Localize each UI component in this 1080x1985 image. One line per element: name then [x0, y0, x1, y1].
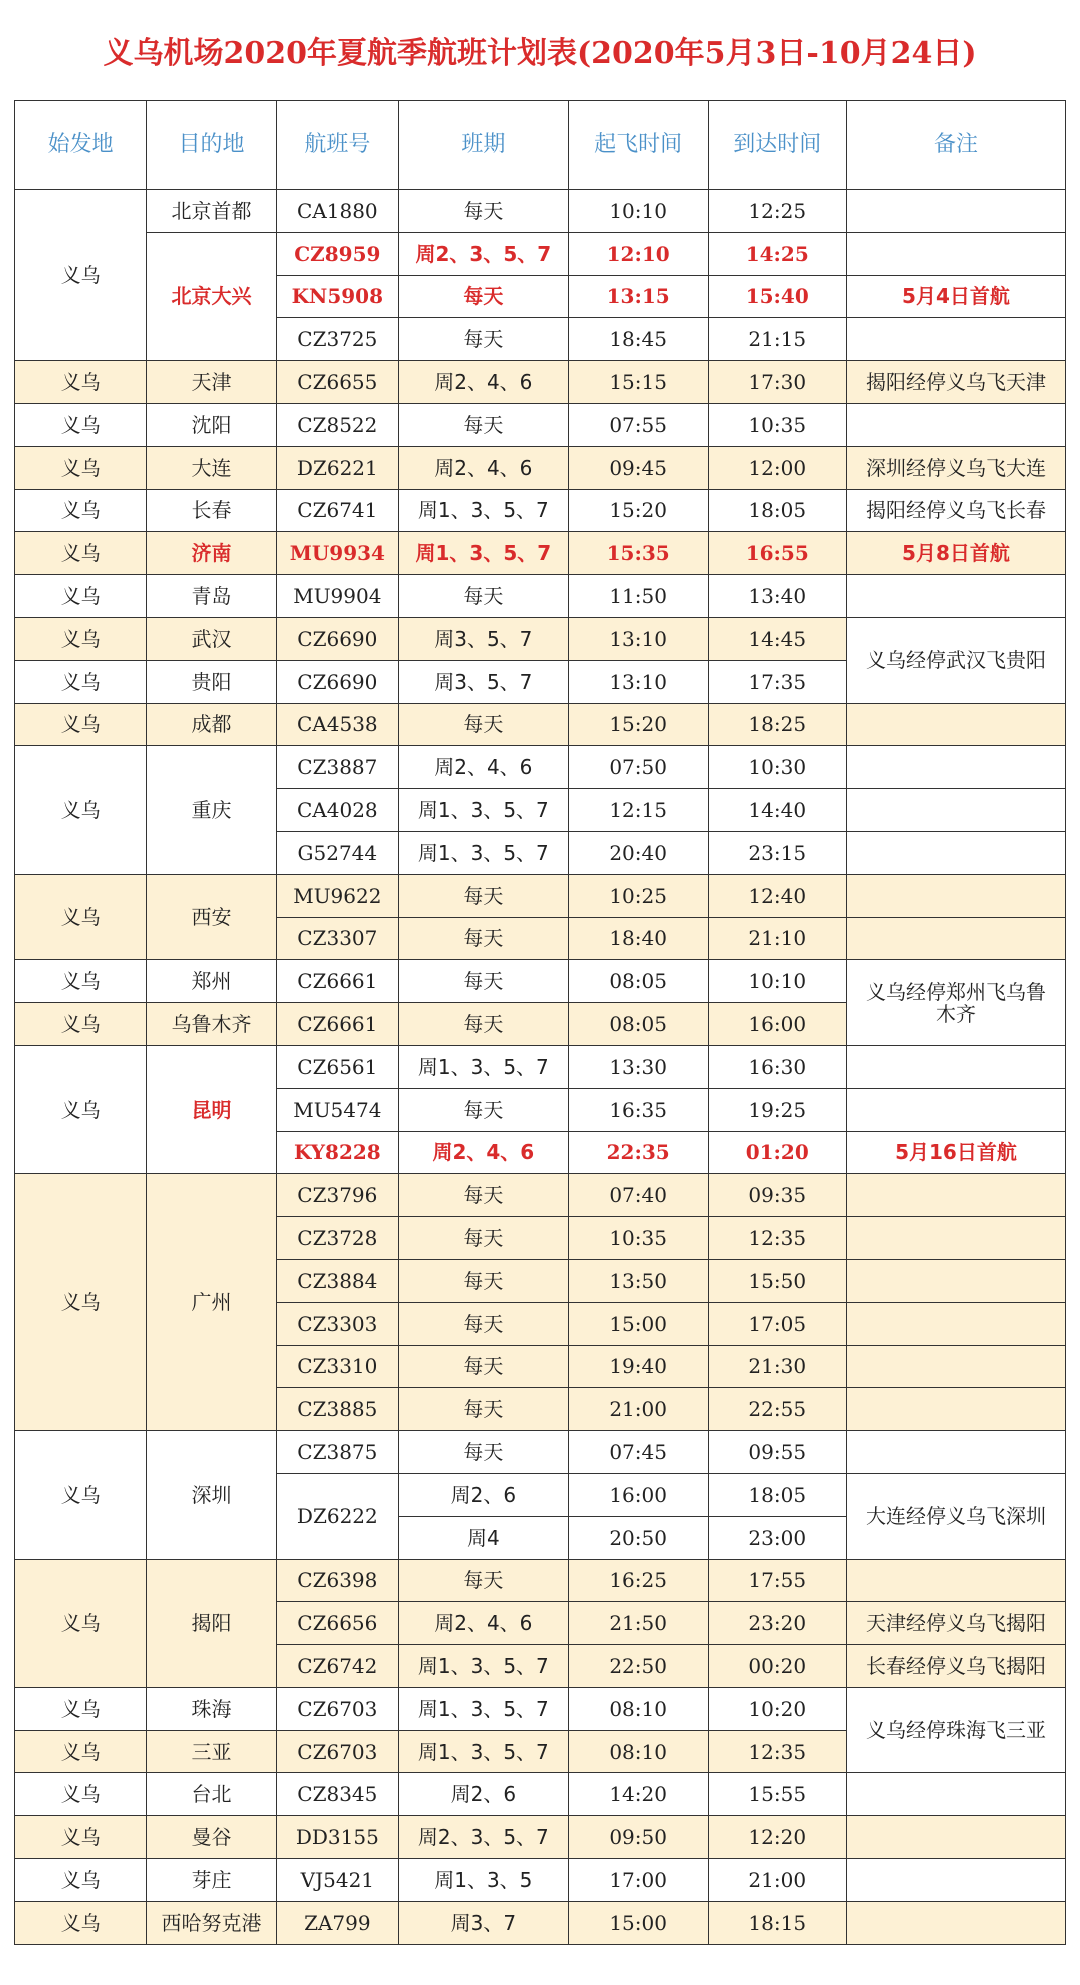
flight-cell: CZ6741 — [276, 489, 398, 532]
schedule-cell: 周2、4、6 — [398, 446, 568, 489]
schedule-cell: 周2、6 — [398, 1473, 568, 1516]
arrival-cell: 23:15 — [708, 831, 846, 874]
remark-cell — [846, 746, 1065, 789]
arrival-cell: 10:20 — [708, 1687, 846, 1730]
table-row — [15, 874, 1066, 917]
schedule-cell: 每天 — [398, 575, 568, 618]
arrival-cell: 23:20 — [708, 1602, 846, 1645]
departure-cell: 13:15 — [568, 275, 708, 318]
departure-cell: 07:40 — [568, 1174, 708, 1217]
table-row — [15, 575, 1066, 618]
departure-cell: 12:10 — [568, 232, 708, 275]
departure-cell: 20:40 — [568, 831, 708, 874]
flight-cell: CZ8345 — [276, 1773, 398, 1816]
header-arrival: 到达时间 — [708, 101, 846, 190]
flight-cell: CZ6661 — [276, 960, 398, 1003]
departure-cell: 11:50 — [568, 575, 708, 618]
schedule-cell: 每天 — [398, 403, 568, 446]
arrival-cell: 16:55 — [708, 532, 846, 575]
flight-cell: CZ3303 — [276, 1302, 398, 1345]
destination-cell: 北京首都 — [147, 190, 277, 233]
departure-cell: 21:00 — [568, 1388, 708, 1431]
departure-cell: 22:50 — [568, 1645, 708, 1688]
remark-cell — [846, 1345, 1065, 1388]
remark-cell — [846, 1431, 1065, 1474]
schedule-cell: 周1、3、5、7 — [398, 489, 568, 532]
remark-cell — [846, 190, 1065, 233]
origin-cell: 义乌 — [15, 617, 147, 660]
flight-cell: CA1880 — [276, 190, 398, 233]
schedule-cell: 周3、5、7 — [398, 660, 568, 703]
schedule-cell: 周4 — [398, 1516, 568, 1559]
flight-cell: CZ6656 — [276, 1602, 398, 1645]
arrival-cell: 17:55 — [708, 1559, 846, 1602]
origin-cell: 义乌 — [15, 489, 147, 532]
origin-cell: 义乌 — [15, 575, 147, 618]
arrival-cell: 12:00 — [708, 446, 846, 489]
table-row — [15, 1045, 1066, 1088]
flight-cell: MU5474 — [276, 1088, 398, 1131]
schedule-cell: 每天 — [398, 1388, 568, 1431]
arrival-cell: 22:55 — [708, 1388, 846, 1431]
destination-cell: 台北 — [147, 1773, 277, 1816]
remark-cell — [846, 1773, 1065, 1816]
table-row — [15, 960, 1066, 1003]
schedule-cell: 周1、3、5、7 — [398, 1730, 568, 1773]
schedule-cell: 每天 — [398, 874, 568, 917]
departure-cell: 17:00 — [568, 1859, 708, 1902]
flight-cell: CZ6561 — [276, 1045, 398, 1088]
origin-cell: 义乌 — [15, 660, 147, 703]
remark-cell — [846, 1217, 1065, 1260]
schedule-cell: 每天 — [398, 1345, 568, 1388]
arrival-cell: 10:30 — [708, 746, 846, 789]
flight-cell: DZ6221 — [276, 446, 398, 489]
remark-cell — [846, 831, 1065, 874]
table-row — [15, 1559, 1066, 1602]
remark-cell: 天津经停义乌飞揭阳 — [846, 1602, 1065, 1645]
departure-cell: 13:30 — [568, 1045, 708, 1088]
origin-cell: 义乌 — [15, 532, 147, 575]
remark-cell — [846, 1816, 1065, 1859]
departure-cell: 15:15 — [568, 361, 708, 404]
departure-cell: 08:10 — [568, 1730, 708, 1773]
remark-cell — [846, 1088, 1065, 1131]
departure-cell: 09:45 — [568, 446, 708, 489]
arrival-cell: 21:30 — [708, 1345, 846, 1388]
table-row — [15, 1687, 1066, 1730]
departure-cell: 16:25 — [568, 1559, 708, 1602]
departure-cell: 10:35 — [568, 1217, 708, 1260]
departure-cell: 15:20 — [568, 703, 708, 746]
table-row — [15, 361, 1066, 404]
table-row — [15, 703, 1066, 746]
table-row — [15, 617, 1066, 660]
flight-cell: CZ6703 — [276, 1687, 398, 1730]
origin-cell: 义乌 — [15, 874, 147, 960]
departure-cell: 18:40 — [568, 917, 708, 960]
table-row — [15, 1431, 1066, 1474]
table-row — [15, 1816, 1066, 1859]
remark-cell — [846, 403, 1065, 446]
origin-cell: 义乌 — [15, 1003, 147, 1046]
departure-cell: 15:00 — [568, 1901, 708, 1944]
flight-cell: DZ6222 — [276, 1473, 398, 1559]
schedule-cell: 每天 — [398, 1174, 568, 1217]
arrival-cell: 15:50 — [708, 1259, 846, 1302]
departure-cell: 19:40 — [568, 1345, 708, 1388]
departure-cell: 08:05 — [568, 1003, 708, 1046]
page-title: 义乌机场2020年夏航季航班计划表(2020年5月3日-10月24日) — [103, 36, 977, 71]
origin-cell: 义乌 — [15, 1687, 147, 1730]
origin-cell: 义乌 — [15, 1859, 147, 1902]
schedule-cell: 周2、3、5、7 — [398, 232, 568, 275]
schedule-cell: 每天 — [398, 1431, 568, 1474]
remark-cell — [846, 917, 1065, 960]
arrival-cell: 19:25 — [708, 1088, 846, 1131]
flight-cell: CA4538 — [276, 703, 398, 746]
remark-cell: 5月4日首航 — [846, 275, 1065, 318]
arrival-cell: 18:05 — [708, 489, 846, 532]
remark-cell: 义乌经停武汉飞贵阳 — [846, 617, 1065, 703]
flight-cell: G52744 — [276, 831, 398, 874]
arrival-cell: 21:10 — [708, 917, 846, 960]
destination-cell: 西哈努克港 — [147, 1901, 277, 1944]
departure-cell: 07:55 — [568, 403, 708, 446]
departure-cell: 10:25 — [568, 874, 708, 917]
arrival-cell: 14:25 — [708, 232, 846, 275]
flight-cell: CZ3885 — [276, 1388, 398, 1431]
header-remarks: 备注 — [846, 101, 1065, 190]
schedule-cell: 周1、3、5、7 — [398, 532, 568, 575]
schedule-cell: 每天 — [398, 1003, 568, 1046]
destination-cell: 乌鲁木齐 — [147, 1003, 277, 1046]
table-row — [15, 446, 1066, 489]
remark-cell — [846, 1859, 1065, 1902]
departure-cell: 22:35 — [568, 1131, 708, 1174]
destination-cell: 北京大兴 — [147, 232, 277, 360]
remark-cell: 长春经停义乌飞揭阳 — [846, 1645, 1065, 1688]
departure-cell: 08:05 — [568, 960, 708, 1003]
flight-cell: MU9904 — [276, 575, 398, 618]
flight-cell: CZ3728 — [276, 1217, 398, 1260]
destination-cell: 曼谷 — [147, 1816, 277, 1859]
origin-cell: 义乌 — [15, 1431, 147, 1559]
destination-cell: 青岛 — [147, 575, 277, 618]
remark-cell: 揭阳经停义乌飞天津 — [846, 361, 1065, 404]
arrival-cell: 17:35 — [708, 660, 846, 703]
arrival-cell: 13:40 — [708, 575, 846, 618]
origin-cell: 义乌 — [15, 703, 147, 746]
arrival-cell: 15:55 — [708, 1773, 846, 1816]
arrival-cell: 10:35 — [708, 403, 846, 446]
remark-cell — [846, 1259, 1065, 1302]
departure-cell: 15:35 — [568, 532, 708, 575]
remark-cell — [846, 318, 1065, 361]
arrival-cell: 18:15 — [708, 1901, 846, 1944]
schedule-cell: 周2、4、6 — [398, 746, 568, 789]
origin-cell: 义乌 — [15, 403, 147, 446]
header-origin: 始发地 — [15, 101, 147, 190]
destination-cell: 武汉 — [147, 617, 277, 660]
arrival-cell: 14:45 — [708, 617, 846, 660]
destination-cell: 贵阳 — [147, 660, 277, 703]
schedule-cell: 周1、3、5、7 — [398, 1687, 568, 1730]
origin-cell: 义乌 — [15, 361, 147, 404]
arrival-cell: 17:30 — [708, 361, 846, 404]
arrival-cell: 12:35 — [708, 1217, 846, 1260]
table-row — [15, 190, 1066, 233]
remark-cell — [846, 1901, 1065, 1944]
arrival-cell: 09:55 — [708, 1431, 846, 1474]
origin-cell: 义乌 — [15, 1901, 147, 1944]
schedule-cell: 周1、3、5、7 — [398, 789, 568, 832]
table-row — [15, 1174, 1066, 1217]
remark-cell: 揭阳经停义乌飞长春 — [846, 489, 1065, 532]
flight-cell: CA4028 — [276, 789, 398, 832]
table-row — [15, 746, 1066, 789]
origin-cell: 义乌 — [15, 190, 147, 361]
schedule-cell: 每天 — [398, 1559, 568, 1602]
departure-cell: 07:45 — [568, 1431, 708, 1474]
destination-cell: 深圳 — [147, 1431, 277, 1559]
schedule-cell: 周3、5、7 — [398, 617, 568, 660]
remark-cell: 5月8日首航 — [846, 532, 1065, 575]
schedule-cell: 周2、4、6 — [398, 1602, 568, 1645]
destination-cell: 昆明 — [147, 1045, 277, 1173]
flight-cell: CZ6690 — [276, 617, 398, 660]
destination-cell: 济南 — [147, 532, 277, 575]
departure-cell: 13:50 — [568, 1259, 708, 1302]
schedule-cell: 每天 — [398, 275, 568, 318]
flight-cell: MU9622 — [276, 874, 398, 917]
destination-cell: 成都 — [147, 703, 277, 746]
flight-cell: ZA799 — [276, 1901, 398, 1944]
schedule-cell: 每天 — [398, 917, 568, 960]
departure-cell: 09:50 — [568, 1816, 708, 1859]
schedule-cell: 每天 — [398, 1217, 568, 1260]
departure-cell: 10:10 — [568, 190, 708, 233]
flight-cell: CZ3884 — [276, 1259, 398, 1302]
flight-cell: KN5908 — [276, 275, 398, 318]
remark-cell: 大连经停义乌飞深圳 — [846, 1473, 1065, 1559]
flight-cell: CZ6703 — [276, 1730, 398, 1773]
schedule-cell: 周2、6 — [398, 1773, 568, 1816]
destination-cell: 广州 — [147, 1174, 277, 1431]
schedule-cell: 每天 — [398, 1302, 568, 1345]
arrival-cell: 10:10 — [708, 960, 846, 1003]
remark-cell — [846, 874, 1065, 917]
flight-cell: CZ3725 — [276, 318, 398, 361]
origin-cell: 义乌 — [15, 960, 147, 1003]
arrival-cell: 12:35 — [708, 1730, 846, 1773]
arrival-cell: 12:25 — [708, 190, 846, 233]
table-row — [15, 489, 1066, 532]
departure-cell: 20:50 — [568, 1516, 708, 1559]
schedule-cell: 每天 — [398, 318, 568, 361]
destination-cell: 长春 — [147, 489, 277, 532]
departure-cell: 15:00 — [568, 1302, 708, 1345]
remark-cell — [846, 232, 1065, 275]
schedule-cell: 每天 — [398, 960, 568, 1003]
table-row — [15, 1773, 1066, 1816]
origin-cell: 义乌 — [15, 1730, 147, 1773]
remark-cell — [846, 1559, 1065, 1602]
table-row — [15, 532, 1066, 575]
departure-cell: 08:10 — [568, 1687, 708, 1730]
schedule-cell: 每天 — [398, 1259, 568, 1302]
schedule-cell: 周1、3、5、7 — [398, 831, 568, 874]
arrival-cell: 14:40 — [708, 789, 846, 832]
schedule-cell: 周2、4、6 — [398, 1131, 568, 1174]
remark-cell: 义乌经停珠海飞三亚 — [846, 1687, 1065, 1773]
remark-cell: 义乌经停郑州飞乌鲁木齐 — [846, 960, 1065, 1046]
departure-cell: 13:10 — [568, 660, 708, 703]
flight-cell: CZ6742 — [276, 1645, 398, 1688]
origin-cell: 义乌 — [15, 746, 147, 874]
arrival-cell: 18:05 — [708, 1473, 846, 1516]
arrival-cell: 15:40 — [708, 275, 846, 318]
arrival-cell: 23:00 — [708, 1516, 846, 1559]
remark-cell — [846, 703, 1065, 746]
schedule-cell: 周1、3、5、7 — [398, 1045, 568, 1088]
arrival-cell: 12:40 — [708, 874, 846, 917]
destination-cell: 郑州 — [147, 960, 277, 1003]
flight-cell: DD3155 — [276, 1816, 398, 1859]
remark-cell — [846, 1045, 1065, 1088]
schedule-cell: 每天 — [398, 190, 568, 233]
destination-cell: 天津 — [147, 361, 277, 404]
schedule-cell: 周3、7 — [398, 1901, 568, 1944]
remark-cell — [846, 575, 1065, 618]
header-row — [15, 101, 1066, 190]
schedule-cell: 周2、3、5、7 — [398, 1816, 568, 1859]
flight-cell: CZ6661 — [276, 1003, 398, 1046]
schedule-cell: 每天 — [398, 703, 568, 746]
origin-cell: 义乌 — [15, 1559, 147, 1687]
arrival-cell: 17:05 — [708, 1302, 846, 1345]
table-row — [15, 1901, 1066, 1944]
flight-cell: CZ3307 — [276, 917, 398, 960]
destination-cell: 三亚 — [147, 1730, 277, 1773]
departure-cell: 15:20 — [568, 489, 708, 532]
departure-cell: 13:10 — [568, 617, 708, 660]
remark-cell — [846, 1174, 1065, 1217]
departure-cell: 16:35 — [568, 1088, 708, 1131]
table-row — [15, 1859, 1066, 1902]
arrival-cell: 21:15 — [708, 318, 846, 361]
flight-cell: CZ6398 — [276, 1559, 398, 1602]
remark-cell — [846, 789, 1065, 832]
arrival-cell: 12:20 — [708, 1816, 846, 1859]
schedule-cell: 每天 — [398, 1088, 568, 1131]
flight-cell: CZ3875 — [276, 1431, 398, 1474]
flight-cell: VJ5421 — [276, 1859, 398, 1902]
destination-cell: 大连 — [147, 446, 277, 489]
remark-cell — [846, 1302, 1065, 1345]
destination-cell: 沈阳 — [147, 403, 277, 446]
arrival-cell: 01:20 — [708, 1131, 846, 1174]
arrival-cell: 09:35 — [708, 1174, 846, 1217]
departure-cell: 12:15 — [568, 789, 708, 832]
remark-cell — [846, 1388, 1065, 1431]
flight-cell: KY8228 — [276, 1131, 398, 1174]
arrival-cell: 21:00 — [708, 1859, 846, 1902]
remark-cell: 5月16日首航 — [846, 1131, 1065, 1174]
destination-cell: 重庆 — [147, 746, 277, 874]
origin-cell: 义乌 — [15, 1773, 147, 1816]
flight-cell: CZ3310 — [276, 1345, 398, 1388]
table-row — [15, 403, 1066, 446]
arrival-cell: 00:20 — [708, 1645, 846, 1688]
flight-cell: CZ3887 — [276, 746, 398, 789]
schedule-cell: 周2、4、6 — [398, 361, 568, 404]
arrival-cell: 16:30 — [708, 1045, 846, 1088]
header-departure: 起飞时间 — [568, 101, 708, 190]
arrival-cell: 16:00 — [708, 1003, 846, 1046]
origin-cell: 义乌 — [15, 1174, 147, 1431]
schedule-cell: 周1、3、5、7 — [398, 1645, 568, 1688]
header-flight-no: 航班号 — [276, 101, 398, 190]
flight-cell: CZ6690 — [276, 660, 398, 703]
destination-cell: 芽庄 — [147, 1859, 277, 1902]
origin-cell: 义乌 — [15, 446, 147, 489]
departure-cell: 16:00 — [568, 1473, 708, 1516]
departure-cell: 14:20 — [568, 1773, 708, 1816]
origin-cell: 义乌 — [15, 1045, 147, 1173]
header-destination: 目的地 — [147, 101, 277, 190]
flight-cell: CZ8959 — [276, 232, 398, 275]
flight-cell: CZ3796 — [276, 1174, 398, 1217]
table-row — [15, 232, 1066, 275]
flight-cell: CZ8522 — [276, 403, 398, 446]
destination-cell: 西安 — [147, 874, 277, 960]
departure-cell: 21:50 — [568, 1602, 708, 1645]
flight-cell: MU9934 — [276, 532, 398, 575]
schedule-cell: 周1、3、5 — [398, 1859, 568, 1902]
arrival-cell: 18:25 — [708, 703, 846, 746]
departure-cell: 07:50 — [568, 746, 708, 789]
header-schedule: 班期 — [398, 101, 568, 190]
departure-cell: 18:45 — [568, 318, 708, 361]
flight-cell: CZ6655 — [276, 361, 398, 404]
flight-schedule-table — [14, 100, 1066, 1945]
destination-cell: 珠海 — [147, 1687, 277, 1730]
destination-cell: 揭阳 — [147, 1559, 277, 1687]
origin-cell: 义乌 — [15, 1816, 147, 1859]
remark-cell: 深圳经停义乌飞大连 — [846, 446, 1065, 489]
